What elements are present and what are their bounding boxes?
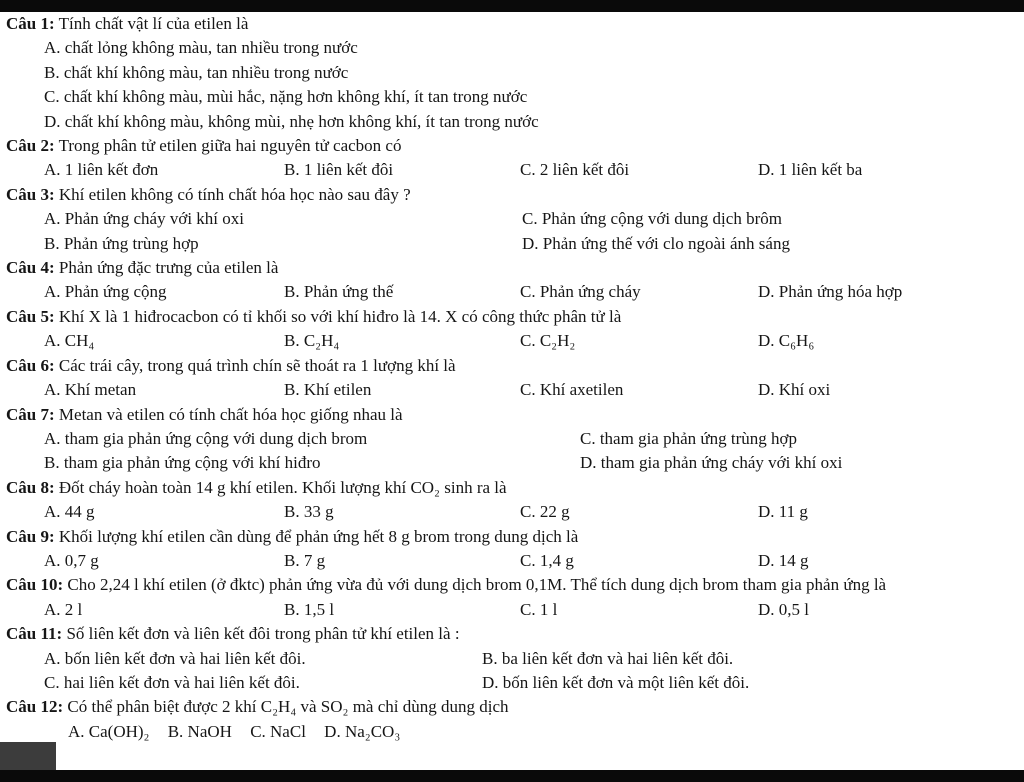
option-c: C. chất khí không màu, mùi hắc, nặng hơn không khí, ít tan trong nước	[44, 87, 528, 107]
option-d: D. Na₂CO₃	[324, 721, 401, 741]
option-d: D. 14 g	[758, 550, 809, 570]
option-d: D. Phản ứng thế với clo ngoài ánh sáng	[522, 233, 790, 253]
question-label: Câu 11:	[6, 624, 63, 644]
option-a: A. Phản ứng cộng	[44, 282, 167, 302]
option-a: A. 44 g	[44, 502, 95, 522]
question-text: Có thể phân biệt được 2 khí C₂H₄ và SO₂ mà chỉ dùng dung dịch	[67, 697, 509, 717]
option-a: A. Khí metan	[44, 380, 137, 400]
question-label: Câu 9:	[6, 526, 55, 546]
question-label: Câu 10:	[6, 575, 64, 595]
question-1	[0, 12, 1024, 134]
question-stem	[0, 476, 1024, 500]
option-c: C. C₂H₂	[520, 331, 576, 351]
option-d: D. bốn liên kết đơn và một liên kết đôi.	[482, 672, 750, 692]
question-4	[0, 256, 1024, 305]
option-b: B. 33 g	[284, 502, 334, 522]
option-a: A. tham gia phản ứng cộng với dung dịch brom	[44, 428, 368, 448]
bottom-frame	[0, 770, 1024, 782]
option-a: A. Ca(OH)₂	[68, 721, 150, 741]
question-6	[0, 354, 1024, 403]
question-stem	[0, 573, 966, 597]
question-text: Phản ứng đặc trưng của etilen là	[58, 258, 279, 278]
question-label: Câu 1:	[6, 14, 55, 33]
option-c: C. tham gia phản ứng trùng hợp	[580, 428, 797, 448]
option-b: B. NaOH	[167, 721, 232, 741]
option-d: D. 0,5 l	[758, 599, 809, 619]
option-c: C. 2 liên kết đôi	[520, 160, 630, 180]
question-label: Câu 2:	[6, 136, 55, 156]
question-label: Câu 6:	[6, 355, 55, 375]
option-a: A. bốn liên kết đơn và hai liên kết đôi.	[44, 648, 306, 668]
question-label: Câu 4:	[6, 258, 55, 278]
question-label: Câu 3:	[6, 184, 55, 204]
option-d: D. chất khí không màu, không mùi, nhẹ hơn không khí, ít tan trong nước	[44, 111, 539, 131]
question-stem	[0, 695, 1024, 719]
question-3	[0, 183, 1024, 256]
option-a: A. 1 liên kết đơn	[44, 160, 159, 180]
question-stem	[0, 403, 1024, 427]
question-stem	[0, 134, 1024, 158]
question-stem	[0, 622, 1024, 646]
question-stem	[0, 525, 1024, 549]
question-8	[0, 476, 1024, 525]
option-b: B. tham gia phản ứng cộng với khí hiđro	[44, 453, 321, 473]
question-text: Đốt cháy hoàn toàn 14 g khí etilen. Khối lượng khí CO₂ sinh ra là	[58, 477, 507, 497]
question-2	[0, 134, 1024, 183]
option-c: C. hai liên kết đơn và hai liên kết đôi.	[44, 672, 300, 692]
option-c: C. Khí axetilen	[520, 380, 624, 400]
question-stem	[0, 183, 1024, 207]
option-b: B. Phản ứng trùng hợp	[44, 233, 199, 253]
option-c: C. 1,4 g	[520, 550, 574, 570]
question-7	[0, 403, 1024, 476]
option-a: A. 2 l	[44, 599, 83, 619]
option-d: D. 1 liên kết ba	[758, 160, 863, 180]
question-text: Tính chất vật lí của etilen là	[58, 14, 249, 33]
question-label: Câu 5:	[6, 306, 55, 326]
option-b: B. 1 liên kết đôi	[284, 160, 394, 180]
option-a: A. Phản ứng cháy với khí oxi	[44, 209, 244, 229]
option-b: B. Phản ứng thế	[284, 282, 394, 302]
viewer-thumbnail	[0, 742, 56, 770]
worksheet-page	[0, 12, 1024, 770]
option-c: C. 22 g	[520, 502, 570, 522]
option-d: D. tham gia phản ứng cháy với khí oxi	[580, 453, 843, 473]
question-stem	[0, 354, 1024, 378]
option-b: B. C₂H₄	[284, 331, 340, 351]
option-b: B. 7 g	[284, 550, 326, 570]
option-d: D. Khí oxi	[758, 380, 831, 400]
question-text: Khí X là 1 hiđrocacbon có tỉ khối so với khí hiđro là 14. X có công thức phân tử là	[58, 306, 622, 326]
option-a: A. chất lỏng không màu, tan nhiều trong nước	[44, 38, 358, 58]
question-11	[0, 622, 1024, 695]
question-text: Khối lượng khí etilen cần dùng để phản ứng hết 8 g brom trong dung dịch là	[58, 526, 579, 546]
question-text: Metan và etilen có tính chất hóa học giống nhau là	[58, 404, 403, 424]
question-10	[0, 573, 1024, 622]
option-b: B. ba liên kết đơn và hai liên kết đôi.	[482, 648, 734, 668]
question-stem	[0, 12, 1024, 36]
option-c: C. NaCl	[250, 721, 306, 741]
option-d: D. Phản ứng hóa hợp	[758, 282, 903, 302]
question-text: Cho 2,24 l khí etilen (ở đktc) phản ứng vừa đủ với dung dịch brom 0,1M. Thể tích dung dịch brom tham gia phản ứng là	[67, 575, 887, 595]
option-c: C. Phản ứng cộng với dung dịch brôm	[522, 209, 782, 229]
question-label: Câu 7:	[6, 404, 55, 424]
question-5	[0, 305, 1024, 354]
question-text: Khí etilen không có tính chất hóa học nào sau đây ?	[58, 184, 411, 204]
question-text: Số liên kết đơn và liên kết đôi trong phân tử khí etilen là :	[66, 624, 460, 644]
question-text: Các trái cây, trong quá trình chín sẽ thoát ra 1 lượng khí là	[58, 355, 456, 375]
question-text: Trong phân tử etilen giữa hai nguyên tử cacbon có	[58, 136, 402, 156]
option-a: A. CH₄	[44, 331, 95, 351]
option-b: B. Khí etilen	[284, 380, 372, 400]
question-9	[0, 525, 1024, 574]
option-b: B. 1,5 l	[284, 599, 335, 619]
question-label: Câu 12:	[6, 697, 64, 717]
option-b: B. chất khí không màu, tan nhiều trong nước	[44, 62, 349, 82]
option-c: C. Phản ứng cháy	[520, 282, 641, 302]
question-label: Câu 8:	[6, 477, 55, 497]
question-12	[0, 695, 1024, 744]
option-d: D. C₆H₆	[758, 331, 815, 351]
option-c: C. 1 l	[520, 599, 558, 619]
question-stem	[0, 305, 1024, 329]
option-d: D. 11 g	[758, 502, 808, 522]
question-stem	[0, 256, 1024, 280]
option-a: A. 0,7 g	[44, 550, 99, 570]
